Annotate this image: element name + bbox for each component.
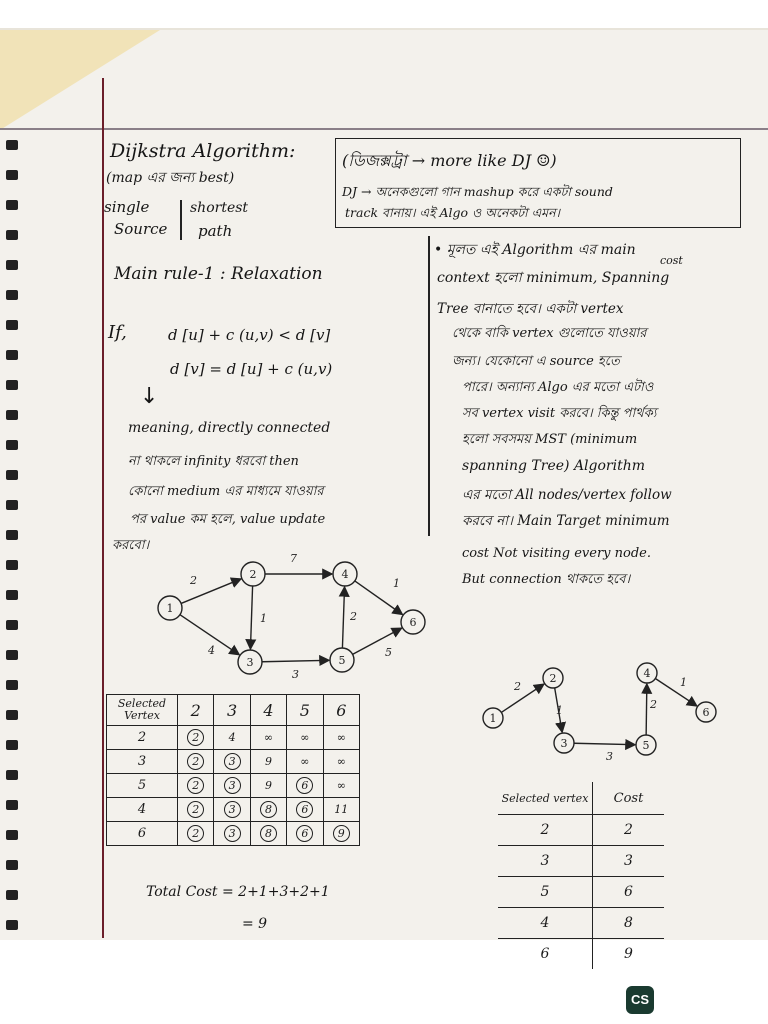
notes-line-3: Tree বানাতে হবে। একটা vertex	[437, 301, 624, 317]
table-cell	[323, 774, 359, 798]
edge-weight: 7	[290, 552, 297, 565]
cell-value: 4	[228, 731, 236, 744]
node-label: 3	[560, 737, 568, 750]
node-label: 2	[249, 568, 257, 581]
node-label: 4	[643, 667, 651, 680]
selection-table-body	[107, 726, 360, 846]
circled-value: 2	[187, 825, 204, 842]
table-row	[498, 908, 664, 939]
edge-weight: 3	[292, 668, 299, 681]
circled-value: 8	[260, 801, 277, 818]
relaxation-assignment: d [v] = d [u] + c (u,v)	[170, 360, 333, 378]
notes-line-1: • মূলত এই Algorithm এর main	[434, 242, 636, 258]
node-label: 1	[489, 712, 497, 725]
row-vertex: 5	[498, 877, 593, 908]
dj-line-2: DJ → অনেকগুলো গান mashup করে একটা sound	[342, 184, 613, 199]
selection-table-header	[107, 695, 360, 726]
edge-weight: 2	[350, 610, 357, 623]
source-label: Source	[114, 220, 168, 238]
edge-weight: 3	[606, 750, 613, 763]
header-col-6: 6	[323, 695, 359, 726]
row-vertex: 6	[107, 822, 178, 846]
meaning-line-1: meaning, directly connected	[128, 420, 331, 436]
circled-value: 9	[333, 825, 350, 842]
table-row	[107, 750, 360, 774]
table-row	[498, 846, 664, 877]
edge-weight: 2	[514, 680, 521, 693]
edge-1-2	[501, 684, 544, 712]
row-vertex: 3	[107, 750, 178, 774]
circled-value: 3	[224, 753, 241, 770]
header-col-3: 3	[214, 695, 250, 726]
shortest-label: shortest	[190, 200, 249, 216]
cell-value: ∞	[300, 731, 310, 744]
relaxation-condition: d [u] + c (u,v) < d [v]	[168, 326, 331, 344]
table-cell	[323, 726, 359, 750]
cell-value: ∞	[300, 755, 310, 768]
notes-line-4: থেকে বাকি vertex গুলোতে যাওয়ার	[452, 326, 647, 341]
edge-3-5	[262, 660, 329, 661]
table-cell	[250, 726, 286, 750]
notes-line-10: এর মতো All nodes/vertex follow	[462, 487, 672, 503]
circled-value: 3	[224, 825, 241, 842]
cell-value: 11	[334, 803, 349, 816]
graph-full	[158, 552, 425, 681]
header-selected-vertex: Selected Vertex	[107, 695, 178, 726]
circled-value: 2	[187, 777, 204, 794]
table-cell	[250, 798, 286, 822]
node-label: 6	[409, 616, 417, 629]
edge-weight: 5	[385, 646, 392, 659]
node-label: 6	[702, 706, 710, 719]
title-note: (map এর জন্য best)	[106, 170, 235, 186]
node-label: 3	[246, 656, 254, 669]
edge-5-6	[353, 628, 402, 654]
circled-value: 3	[224, 801, 241, 818]
cell-value: 9	[264, 755, 272, 768]
row-vertex: 4	[498, 908, 593, 939]
table-cell	[178, 822, 214, 846]
circled-value: 2	[187, 729, 204, 746]
total-cost-line-2: = 9	[242, 916, 268, 932]
circled-value: 8	[260, 825, 277, 842]
circled-value: 6	[296, 825, 313, 842]
node-label: 5	[642, 739, 650, 752]
row-vertex: 3	[498, 846, 593, 877]
rule-title: Main rule-1 : Relaxation	[114, 264, 323, 284]
table-cell	[250, 750, 286, 774]
edge-weight: 4	[208, 644, 215, 657]
table-cell	[250, 822, 286, 846]
table-cell	[287, 774, 323, 798]
table-cell	[178, 798, 214, 822]
cell-value: ∞	[336, 779, 346, 792]
cost-table-body	[498, 815, 664, 970]
table-cell	[250, 774, 286, 798]
node-label: 5	[338, 654, 346, 667]
edge-weight: 1	[556, 704, 563, 717]
graph-tree	[483, 663, 716, 763]
table-row	[107, 726, 360, 750]
meaning-line-5: করবো।	[112, 538, 150, 553]
table-cell	[214, 774, 250, 798]
row-cost: 2	[593, 815, 665, 846]
table-cell	[323, 822, 359, 846]
table-cell	[178, 774, 214, 798]
edge-5-4	[342, 587, 344, 648]
row-vertex: 4	[107, 798, 178, 822]
cell-value: 9	[264, 779, 272, 792]
header-col-2: 2	[178, 695, 214, 726]
circled-value: 2	[187, 753, 204, 770]
circled-value: 3	[224, 777, 241, 794]
cost-table	[498, 782, 664, 969]
notes-line-8: হলো সবসময় MST (minimum	[462, 432, 638, 447]
down-arrow: ↓	[140, 384, 159, 409]
row-vertex: 2	[107, 726, 178, 750]
header-col-4: 4	[250, 695, 286, 726]
meaning-line-3: কোনো medium এর মাধ্যমে যাওয়ার	[128, 484, 324, 499]
node-label: 1	[166, 602, 174, 615]
dj-line-1: (ডিজক্সট্রা → more like DJ ☺)	[342, 151, 557, 170]
cost-superscript: cost	[660, 254, 683, 267]
table-row	[498, 815, 664, 846]
table-cell	[214, 822, 250, 846]
notes-line-5: জন্য। যেকোনো এ source হতে	[452, 354, 620, 369]
circled-value: 6	[296, 777, 313, 794]
selection-table	[106, 694, 360, 846]
header-selected-vertex-cost: Selected vertex	[498, 782, 593, 815]
table-cell	[214, 726, 250, 750]
notes-line-6: পারে। অন্যান্য Algo এর মতো এটাও	[462, 380, 654, 395]
edge-weight: 1	[260, 612, 267, 625]
row-cost: 3	[593, 846, 665, 877]
row-cost: 8	[593, 908, 665, 939]
table-cell	[287, 750, 323, 774]
row-vertex: 5	[107, 774, 178, 798]
notes-line-9: spanning Tree) Algorithm	[462, 458, 646, 474]
dj-line-3: track বানায়। এই Algo ও অনেকটা এমন।	[345, 205, 561, 220]
table-cell	[323, 798, 359, 822]
edge-weight: 2	[190, 574, 197, 587]
single-label: single	[104, 198, 150, 216]
total-cost-line-1: Total Cost = 2+1+3+2+1	[146, 884, 330, 900]
path-label: path	[198, 222, 233, 240]
table-cell	[287, 798, 323, 822]
edge-weight: 1	[680, 676, 687, 689]
row-vertex: 6	[498, 939, 593, 970]
if-label: If,	[108, 322, 127, 343]
edge-weight: 1	[393, 577, 400, 590]
row-cost: 6	[593, 877, 665, 908]
header-cost: Cost	[593, 782, 665, 815]
table-cell	[178, 726, 214, 750]
notes-line-11: করবে না। Main Target minimum	[462, 513, 670, 529]
table-cell	[323, 750, 359, 774]
page-title: Dijkstra Algorithm:	[110, 140, 296, 162]
meaning-line-4: পর value কম হলে, value update	[130, 512, 326, 527]
row-cost: 9	[593, 939, 665, 970]
node-label: 4	[341, 568, 349, 581]
table-cell	[287, 822, 323, 846]
table-row	[107, 822, 360, 846]
cell-value: ∞	[336, 731, 346, 744]
table-cell	[178, 750, 214, 774]
edge-4-6	[655, 679, 696, 706]
meaning-line-2: না থাকলে infinity ধরবো then	[128, 454, 299, 469]
table-row	[107, 774, 360, 798]
node-label: 2	[549, 672, 557, 685]
circled-value: 6	[296, 801, 313, 818]
camscanner-badge: CS	[626, 986, 654, 1014]
cell-value: ∞	[263, 731, 274, 744]
header-col-5: 5	[287, 695, 323, 726]
notes-line-13: But connection থাকতে হবে।	[462, 572, 631, 587]
table-row	[498, 877, 664, 908]
notes-line-7: সব vertex visit করবে। কিন্তু পার্থক্য	[462, 406, 657, 421]
row-vertex: 2	[498, 815, 593, 846]
edge-5-4	[646, 684, 647, 735]
table-cell	[287, 726, 323, 750]
cost-table-header	[498, 782, 664, 815]
table-cell	[214, 798, 250, 822]
edge-3-5	[574, 743, 635, 744]
table-cell	[214, 750, 250, 774]
edge-2-3	[250, 586, 252, 649]
cell-value: ∞	[336, 755, 346, 768]
notes-line-12: cost Not visiting every node.	[462, 546, 652, 561]
circled-value: 2	[187, 801, 204, 818]
edge-weight: 2	[650, 698, 657, 711]
notes-line-2: context হলো minimum, Spanning	[437, 270, 670, 286]
table-row	[107, 798, 360, 822]
table-row	[498, 939, 664, 970]
